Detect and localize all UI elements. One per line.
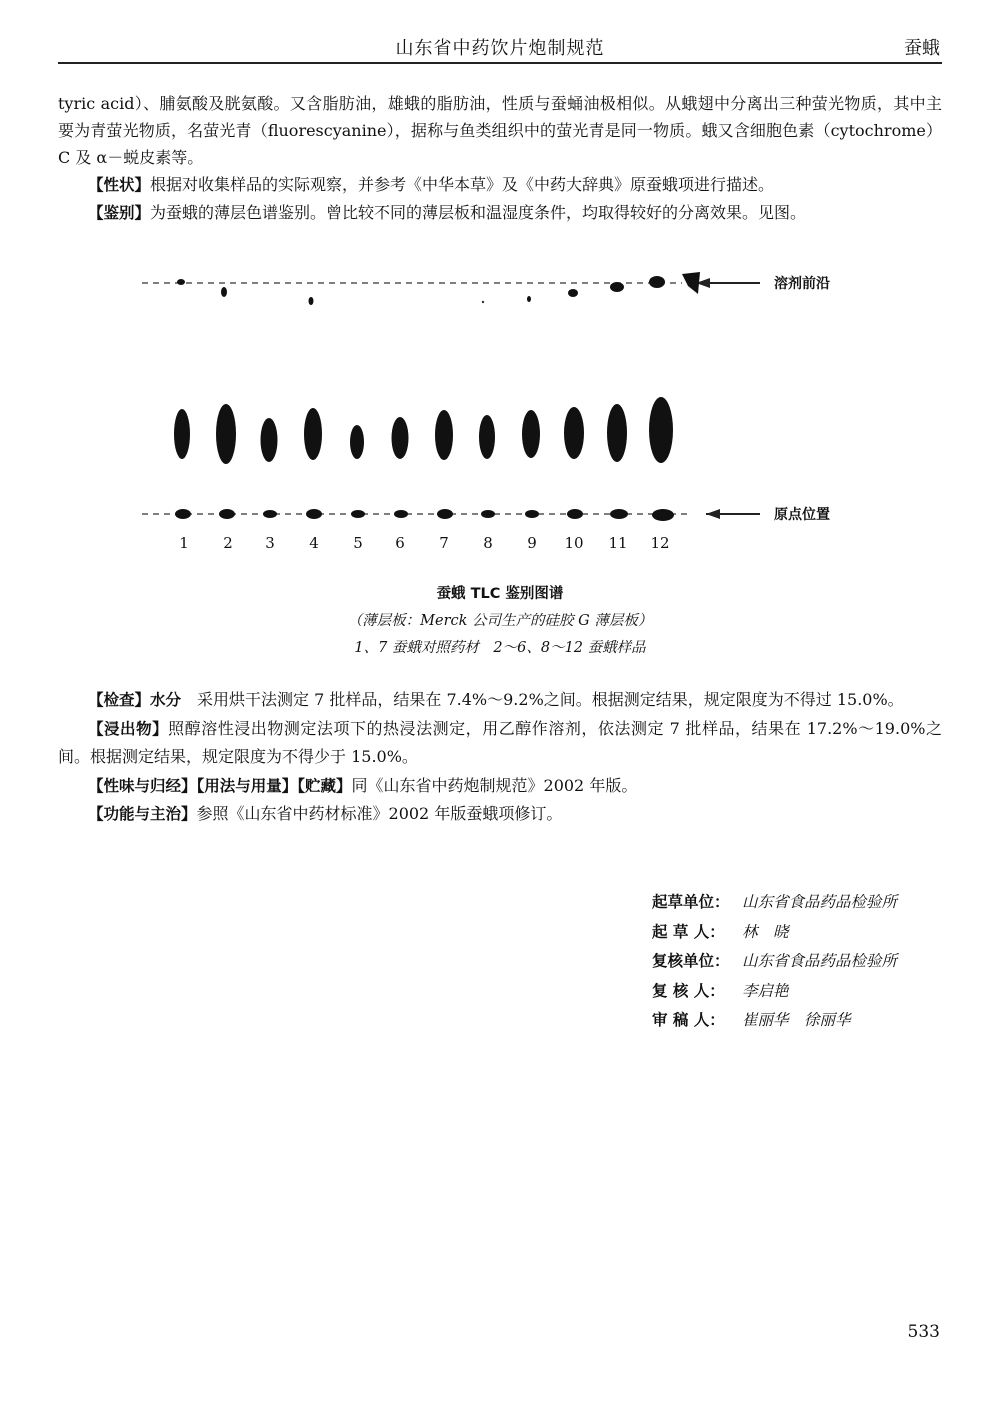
signature-value: 崔丽华 徐丽华 [742,1011,851,1029]
main-spot [479,415,495,459]
signature-row [652,918,952,948]
signature-value: 山东省食品药品检验所 [742,952,898,970]
origin-spot [610,509,628,519]
page-header [58,28,942,64]
origin-spot [219,509,235,519]
front-spot [682,272,700,294]
figure-caption-plate: （薄层板：Merck 公司生产的硅胶 G 薄层板） [347,613,653,629]
label-extract: 【浸出物】 [88,719,169,738]
main-spot [564,407,584,459]
front-spot [309,297,314,305]
text-properties: 同《山东省中药炮制规范》2002 年版。 [351,775,638,795]
lane-label: 8 [483,534,493,552]
running-title: 山东省中药饮片炮制规范 [395,38,605,59]
main-spot [174,409,190,459]
main-spot [649,397,673,463]
origin-spot [481,510,495,518]
lane-label: 4 [309,534,319,552]
origin-spot [175,509,191,519]
main-spot [350,425,364,459]
origin-spot [263,510,277,518]
origin-spot [437,509,453,519]
paragraph-moisture [58,686,942,715]
lane-label: 12 [650,534,670,552]
origin-label: 原点位置 [774,507,830,523]
text-function: 参照《山东省中药材标准》2002 年版蚕蛾项修订。 [196,804,563,823]
solvent-front-label: 溶剂前沿 [774,276,830,292]
tlc-plate-image [130,262,870,532]
text-moisture: 采用烘干法测定 7 批样品，结果在 7.4%～9.2%之间。根据测定结果，规定限度为不得过 15.0%。 [197,690,904,709]
origin-spot [525,510,539,518]
main-spot [435,410,453,460]
main-spot [522,410,540,458]
text-extract: 照醇溶性浸出物测定法项下的热浸法测定，用乙醇作溶剂，依法测定 7 批样品，结果在 17.2%～19.0%之间。根据测定结果，规定限度为不得少于 15.0%。 [58,718,942,766]
paragraph-composition: tyric acid）、脯氨酸及胱氨酸。又含脂肪油，雄蛾的脂肪油，性质与蚕蛹油极相似。从蛾翅中分离出三种萤光物质，其中主要为青萤光物质，名萤光青（fluorescyanine），据称与鱼类组织中的萤光青是同一物质。蛾又含细胞色素（cytochrome）C 及 α－蜕皮素等。 [58,94,942,167]
main-spot [392,417,409,459]
figure-caption-title: 蚕蛾 TLC 鉴别图谱 [436,586,564,602]
paragraph-properties [58,772,942,801]
origin-spot [394,510,408,518]
front-spot [221,287,227,297]
figure-caption-samples: 1、7 蚕蛾对照药材 2～6、8～12 蚕蛾样品 [354,640,646,656]
front-spot [177,279,185,285]
signature-key: 起 草 人： [652,922,725,941]
lane-label: 5 [353,534,363,552]
front-spot [610,282,624,292]
label-identification: 【鉴别】 [88,204,151,222]
signature-row [652,947,952,977]
origin-spot [306,509,322,519]
text-identification: 为蚕蛾的薄层色谱鉴别。曾比较不同的薄层板和温湿度条件，均取得较好的分离效果。见图。 [150,203,807,222]
page-number: 533 [907,1322,940,1342]
label-function: 【功能与主治】 [88,805,197,823]
main-spot [261,418,278,462]
tlc-chromatogram [130,262,870,572]
signature-block [652,888,952,1036]
paragraph-function [58,800,942,829]
paragraph-extract [58,715,942,772]
main-spot [607,404,627,462]
front-spot [649,276,665,288]
origin-spot [351,510,365,518]
signature-key: 起草单位： [652,893,730,911]
label-properties: 【性味与归经】【用法与用量】【贮藏】 [88,776,352,795]
tests-section [58,686,942,829]
text-characters: 根据对收集样品的实际观察，并参考《中华本草》及《中药大辞典》原蚕蛾项进行描述。 [150,175,775,194]
front-spot [482,301,484,303]
signature-key: 复核单位： [652,952,730,970]
label-characters: 【性状】 [88,176,151,194]
front-spot [568,289,578,297]
signature-key: 复 核 人： [652,981,725,1000]
lane-label: 3 [265,534,275,552]
paragraph-identification [58,199,942,227]
lane-label: 9 [527,534,537,552]
main-spot [216,404,236,464]
signature-key: 审 稿 人： [652,1011,725,1029]
lane-labels [130,534,870,554]
main-spot [304,408,322,460]
lane-label: 10 [564,534,584,552]
origin-spot [652,509,674,521]
signature-value: 林 晓 [742,922,789,941]
label-moisture: 【检查】水分 [88,691,182,709]
main-text [58,90,942,227]
paragraph-characters [58,171,942,199]
lane-label: 11 [608,534,628,552]
lane-label: 1 [179,534,189,552]
lane-label: 2 [223,534,233,552]
front-spot [527,296,531,302]
signature-row [652,888,952,918]
signature-row [652,977,952,1007]
signature-row [652,1006,952,1036]
signature-value: 李启艳 [742,981,789,1000]
section-title: 蚕蛾 [904,38,940,59]
lane-label: 6 [395,534,405,552]
origin-spot [567,509,583,519]
signature-value: 山东省食品药品检验所 [742,893,898,911]
lane-label: 7 [439,534,449,552]
origin-arrowhead [706,509,720,519]
